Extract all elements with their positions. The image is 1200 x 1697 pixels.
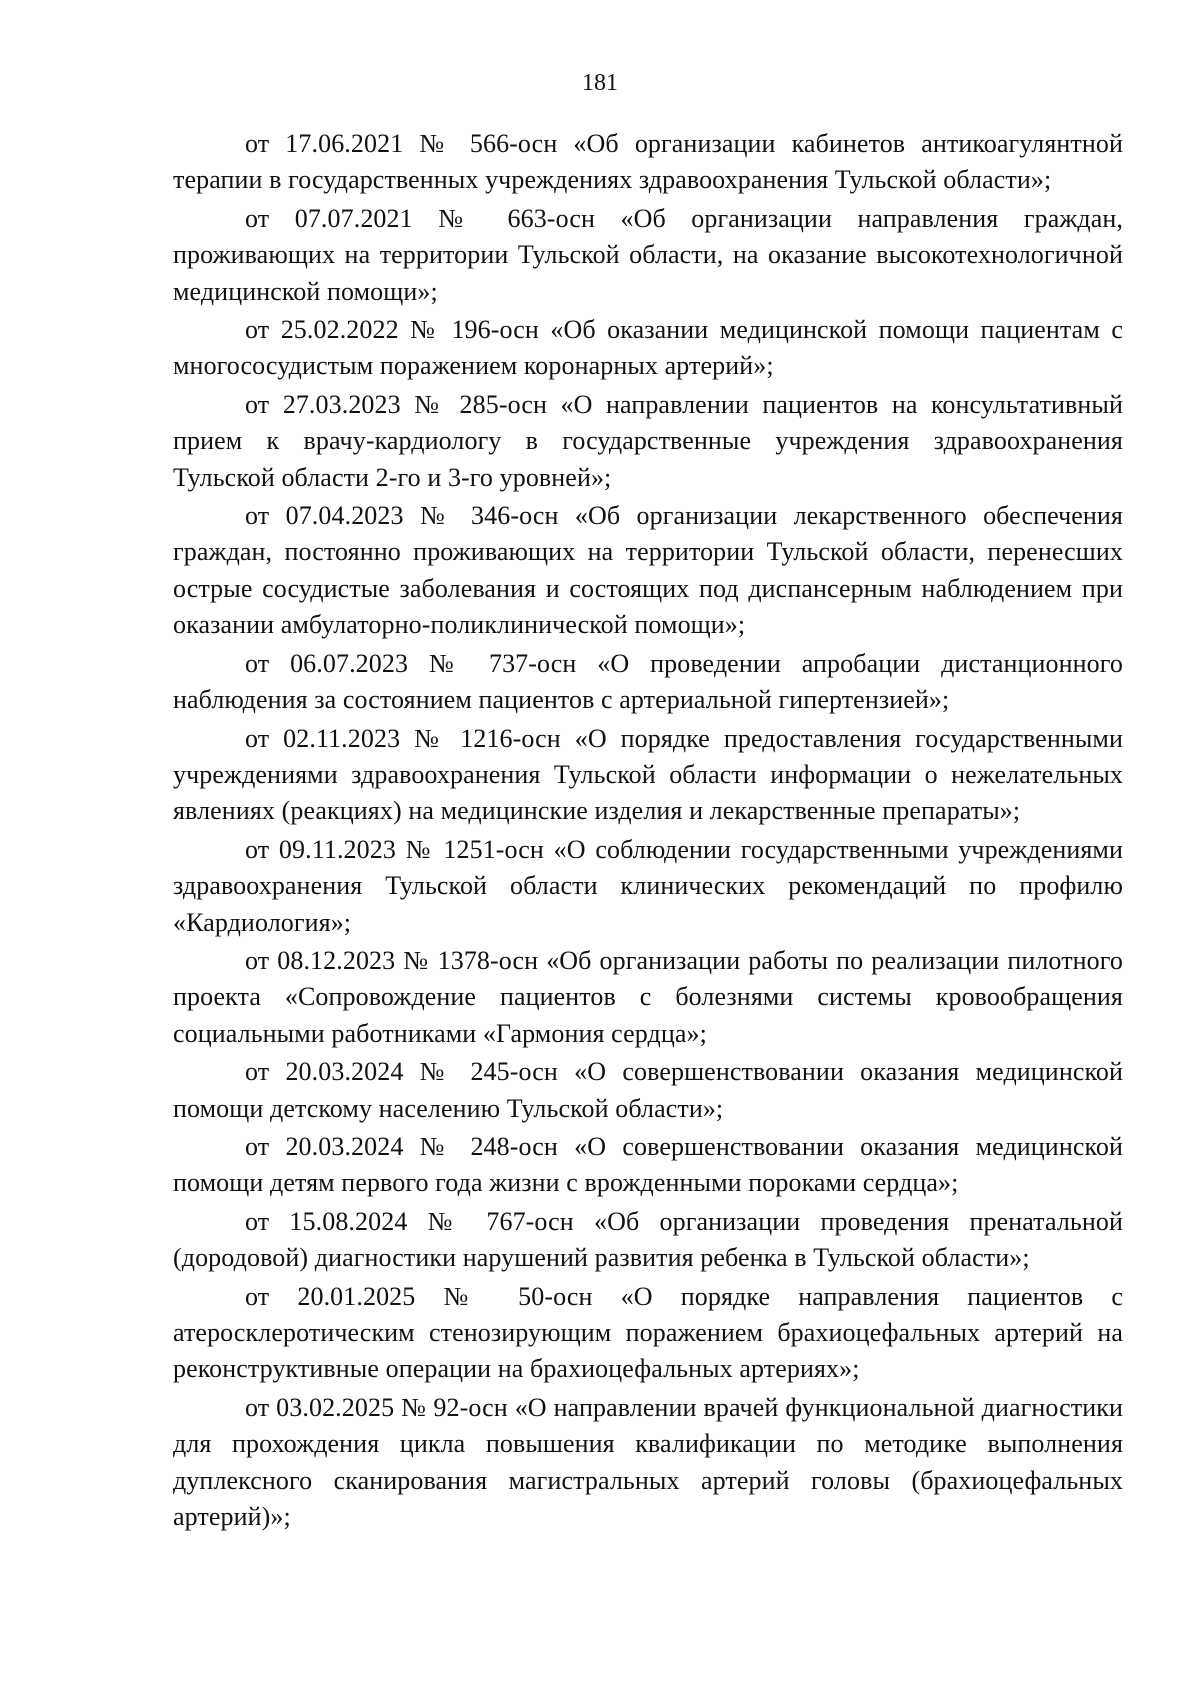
order-paragraph-1: от 17.06.2021 № 566-осн «Об организации кабинетов антикоагулянтной терапии в государственных учреждениях здравоохранения Тульской области»;	[173, 129, 1123, 195]
order-paragraph-14: от 03.02.2025 № 92-осн «О направлении врачей функциональной диагностики для прохождения цикла повышения квалификации по методике выполнения дуплексного сканирования магистральных артерий головы (брахиоцефальных артерий)»;	[173, 1392, 1123, 1532]
document-body	[173, 126, 1123, 1537]
order-paragraph-9: от 08.12.2023 № 1378-осн «Об организации работы по реализации пилотного проекта «Сопровождение пациентов с болезнями системы кровообращения социальными работниками «Гармония сердца»;	[173, 945, 1123, 1048]
order-paragraph-13: от 20.01.2025 № 50-осн «О порядке направления пациентов с атеросклеротическим стенозирующим поражением брахиоцефальных артерий на реконструктивные операции на брахиоцефальных артериях»;	[173, 1281, 1123, 1384]
order-paragraph-3: от 25.02.2022 № 196-осн «Об оказании медицинской помощи пациентам с многососудистым поражением коронарных артерий»;	[173, 315, 1123, 381]
order-paragraph-8: от 09.11.2023 № 1251-осн «О соблюдении государственными учреждениями здравоохранения Тульской области клинических рекомендаций по профилю «Кардиология»;	[173, 834, 1123, 937]
order-paragraph-10: от 20.03.2024 № 245-осн «О совершенствовании оказания медицинской помощи детскому населению Тульской области»;	[173, 1057, 1123, 1123]
order-paragraph-2: от 07.07.2021 № 663-осн «Об организации направления граждан, проживающих на территории Тульской области, на оказание высокотехнологичной медицинской помощи»;	[173, 203, 1123, 306]
order-paragraph-4: от 27.03.2023 № 285-осн «О направлении пациентов на консультативный прием к врачу-кардиологу в государственные учреждения здравоохранения Тульской области 2-го и 3-го уровней»;	[173, 389, 1123, 492]
order-paragraph-12: от 15.08.2024 № 767-осн «Об организации проведения пренатальной (дородовой) диагностики нарушений развития ребенка в Тульской области»;	[173, 1206, 1123, 1273]
order-paragraph-11: от 20.03.2024 № 248-осн «О совершенствовании оказания медицинской помощи детям первого года жизни с врожденными пороками сердца»;	[173, 1131, 1123, 1198]
order-paragraph-5: от 07.04.2023 № 346-осн «Об организации лекарственного обеспечения граждан, постоянно проживающих на территории Тульской области, перенесших острые сосудистые заболевания и состоящих под диспансерным наблюдением при оказании амбулаторно-поликлинической помощи»;	[173, 501, 1123, 640]
page-number: 181	[582, 70, 618, 96]
order-paragraph-7: от 02.11.2023 № 1216-осн «О порядке предоставления государственными учреждениями здравоохранения Тульской области информации о нежелательных явлениях (реакциях) на медицинские изделия и лекарственные препараты»;	[173, 723, 1123, 826]
order-paragraph-6: от 06.07.2023 № 737-осн «О проведении апробации дистанционного наблюдения за состоянием пациентов с артериальной гипертензией»;	[173, 648, 1123, 715]
